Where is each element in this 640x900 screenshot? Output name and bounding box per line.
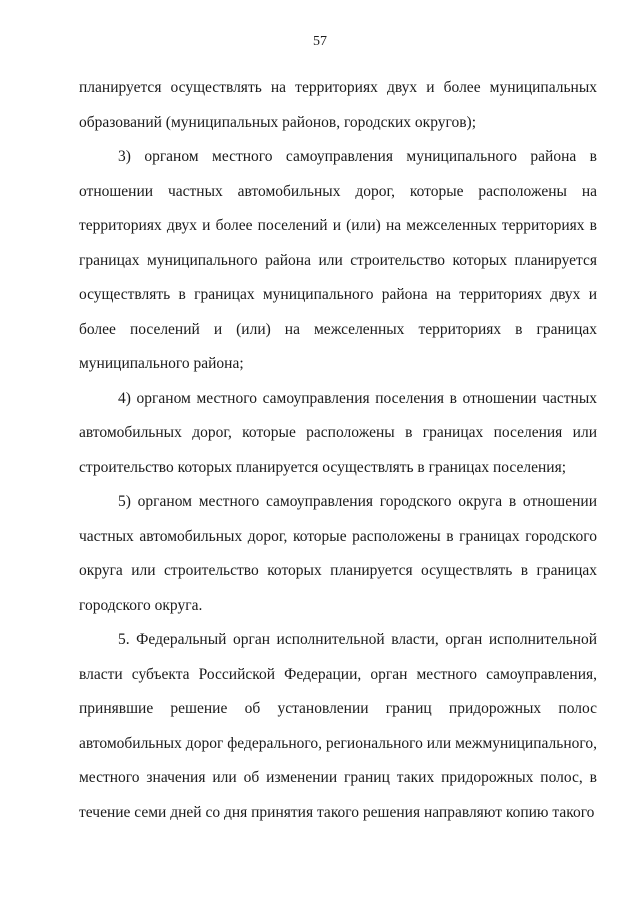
paragraph-item-5: 5) органом местного самоуправления городского округа в отношении частных автомобильных дорог, которые расположены в границах городского округа или строительство которых планируется осуществлять в границах городского округа.	[79, 493, 597, 614]
paragraph-item-3: 3) органом местного самоуправления муниципального района в отношении частных автомобильных дорог, которые расположены на территориях двух и более поселений и (или) на межселенных территориях в границах муниципального района или строительство которых планируется осуществлять в границах муниципального района на территориях двух и более поселений и (или) на межселенных территориях в границах муниципального района;	[79, 148, 597, 372]
paragraph-continuation: планируется осуществлять на территориях двух и более муниципальных образований (муниципальных районов, городских округов);	[79, 79, 597, 131]
page-number: 57	[313, 34, 327, 49]
paragraph-item-4: 4) органом местного самоуправления поселения в отношении частных автомобильных дорог, которые расположены в границах поселения или строительство которых планируется осуществлять в границах поселения;	[79, 389, 597, 476]
paragraph-section-5: 5. Федеральный орган исполнительной власти, орган исполнительной власти субъекта Российской Федерации, орган местного самоуправления, принявшие решение об установлении границ придорожных полос автомобильных дорог федерального, регионального или межмуниципального, местного значения или об изменении границ таких придорожных полос, в течение семи дней со дня принятия такого решения направляют копию такого	[79, 631, 597, 821]
document-body	[79, 71, 597, 830]
